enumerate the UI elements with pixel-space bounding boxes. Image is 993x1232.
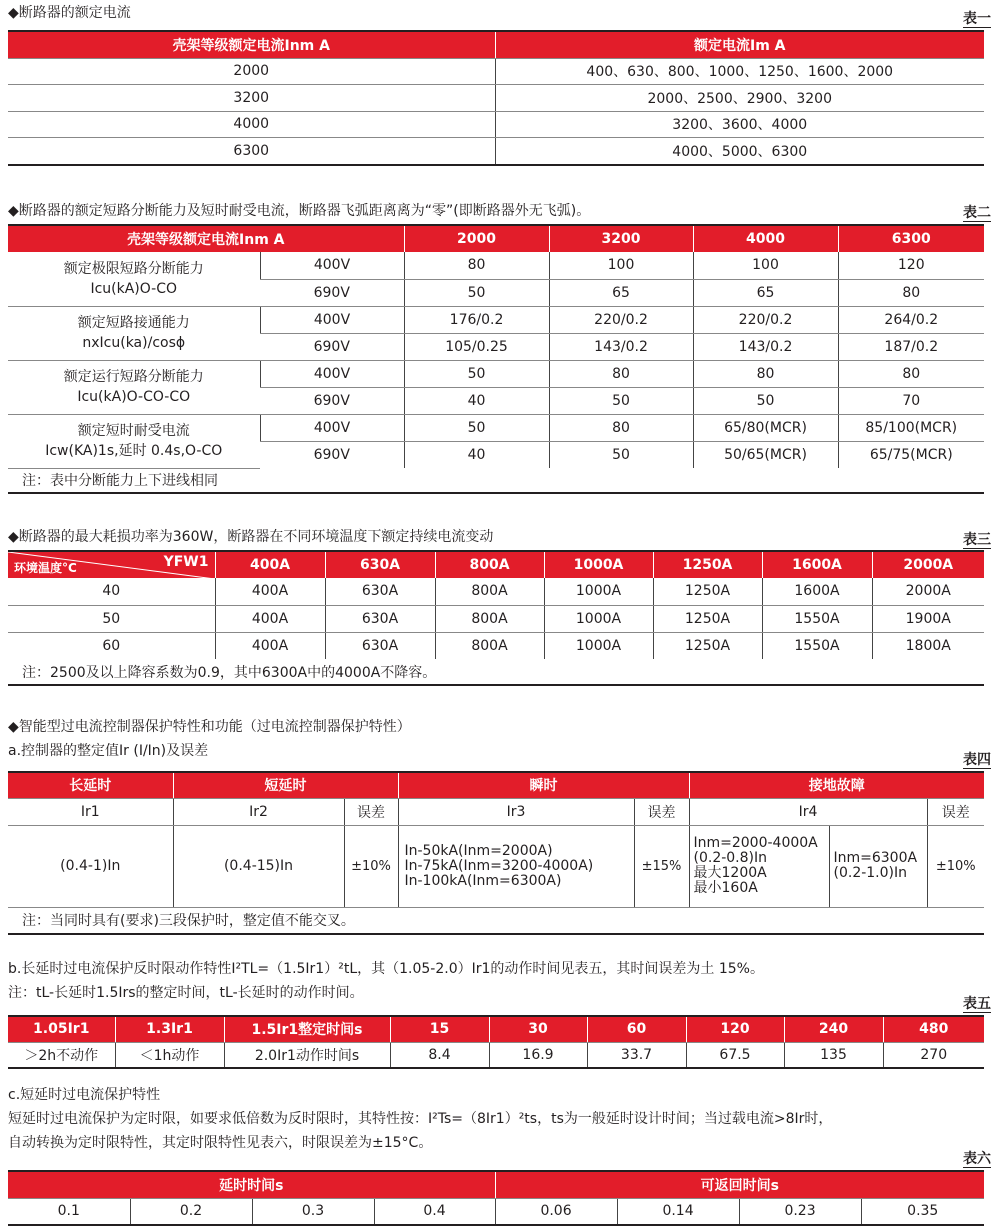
t5-header: 120 — [686, 1016, 784, 1042]
table-row — [8, 58, 984, 85]
cell: 1000A — [544, 605, 653, 632]
cell: (0.4-1)In — [8, 825, 173, 907]
cell: 630A — [325, 632, 435, 659]
t4-tag: 表四 — [963, 752, 991, 768]
row-label-line: Icw(KA)1s,延时 0.4s,O-CO — [45, 443, 223, 459]
cell: 690V — [260, 333, 404, 360]
t1-tag: 表一 — [963, 11, 991, 27]
table-rated-current — [8, 30, 984, 166]
t4-header: 短延时 — [173, 772, 398, 798]
t3-header: 1600A — [762, 551, 872, 578]
cell: 16.9 — [489, 1042, 587, 1068]
cell: 135 — [784, 1042, 883, 1068]
cell: 6300 — [233, 143, 270, 160]
cell: 0.4 — [374, 1198, 495, 1225]
row-label-line: nxIcu(ka)/cosϕ — [82, 335, 186, 351]
cell: 4000 — [8, 111, 495, 138]
t3-header: 400A — [215, 551, 325, 578]
cell: 400、630、800、1000、1250、1600、2000 — [495, 58, 984, 85]
table-row — [8, 1198, 984, 1225]
table-protection — [8, 771, 984, 935]
line: 最小160A — [693, 880, 758, 896]
table-row — [8, 578, 984, 605]
t5-header: 15 — [390, 1016, 489, 1042]
cell: 误差 — [634, 798, 689, 825]
cell: 40 — [404, 441, 549, 468]
cell: 3200、3600、4000 — [495, 111, 984, 138]
t1-header: 额定电流Im A — [495, 31, 984, 58]
row-label-line: 额定短路接通能力 — [77, 315, 190, 331]
row-label-line: Icu(kA)O-CO — [90, 280, 178, 297]
t5-header: 30 — [489, 1016, 587, 1042]
table-row — [8, 605, 984, 632]
table-row — [8, 1042, 984, 1068]
cell: 80 — [549, 414, 693, 441]
cell: 67.5 — [686, 1042, 784, 1068]
cell: 100 — [693, 252, 838, 279]
cell-ground-2 — [829, 825, 927, 907]
cell: 70 — [838, 387, 984, 414]
cell: 1000A — [544, 578, 653, 605]
cell: 630A — [325, 578, 435, 605]
note-row — [8, 907, 984, 934]
t6-line2: 短延时过电流保护为定时限，如要求低倍数为反时限时，其特性按：I²Ts=（8Ir1）²ts，ts为一般延时设计时间；当过载电流>8Ir时， — [8, 1111, 833, 1127]
cell: 400A — [215, 605, 325, 632]
cell: 1250A — [653, 632, 762, 659]
line: 最大1200A — [693, 865, 767, 881]
table-short-circuit — [8, 224, 984, 494]
cell: 误差 — [344, 798, 398, 825]
cell: Ir3 — [398, 798, 634, 825]
row-label-line: Icu(kA)O-CO-CO — [77, 389, 191, 405]
cell: 400V — [260, 306, 404, 333]
cell: 80 — [838, 279, 984, 306]
cell: ＜1h动作 — [115, 1042, 224, 1068]
t3-corner — [8, 551, 215, 578]
t3-note: 注：2500及以上降容系数为0.9，其中6300A中的4000A不降容。 — [22, 664, 437, 681]
cell: 800A — [435, 578, 544, 605]
cell: ＞2h不动作 — [24, 1047, 99, 1064]
t5-header: 1.5Ir1整定时间s — [224, 1016, 390, 1042]
cell: 1550A — [762, 605, 872, 632]
cell: 误差 — [927, 798, 984, 825]
line: (0.2-0.8)In — [693, 850, 768, 866]
t2-header: 2000 — [404, 225, 549, 252]
cell: 40 — [8, 578, 215, 605]
t1-header: 壳架等级额定电流Inm A — [8, 31, 495, 58]
cell: 0.3 — [252, 1198, 374, 1225]
t3-header: 1000A — [544, 551, 653, 578]
cell: 220/0.2 — [693, 306, 838, 333]
row-label-line: 额定短时耐受电流 — [77, 423, 190, 439]
cell: 50 — [549, 387, 693, 414]
table-row — [8, 632, 984, 659]
line: In-75kA(Inm=3200-4000A) — [404, 857, 594, 874]
cell: 0.35 — [861, 1198, 984, 1225]
table-row — [8, 138, 984, 165]
t4-header: 瞬时 — [398, 772, 689, 798]
cell: 1600A — [762, 578, 872, 605]
note-row — [8, 468, 984, 493]
cell: ±10% — [344, 825, 398, 907]
t4-header: 长延时 — [8, 772, 173, 798]
cell: 50 — [404, 360, 549, 387]
cell: 1250A — [653, 605, 762, 632]
cell: 50 — [404, 279, 549, 306]
line: Inm=6300A — [833, 850, 918, 866]
table-short-delay — [8, 1170, 984, 1226]
cell: 1800A — [872, 632, 984, 659]
cell: 1250A — [653, 578, 762, 605]
cell: Ir4 — [689, 798, 927, 825]
cell: 65 — [693, 279, 838, 306]
cell: 40 — [404, 387, 549, 414]
cell: ±10% — [927, 825, 984, 907]
t3-header: 800A — [435, 551, 544, 578]
row-label — [8, 252, 260, 306]
cell: 1900A — [872, 605, 984, 632]
t3-header: 2000A — [872, 551, 984, 578]
cell: 220/0.2 — [549, 306, 693, 333]
cell: 2000A — [872, 578, 984, 605]
t5-header: 1.05Ir1 — [8, 1016, 115, 1042]
table-row — [8, 85, 984, 112]
row-label-line: 额定运行短路分断能力 — [63, 369, 204, 385]
row-label-line: 额定极限短路分断能力 — [63, 260, 204, 277]
t2-header: 壳架等级额定电流Inm A — [8, 225, 404, 252]
cell: 630A — [325, 605, 435, 632]
cell: 0.1 — [57, 1203, 80, 1220]
t3-title: ◆断路器的最大耗损功率为360W，断路器在不同环境温度下额定持续电流变动 — [8, 529, 494, 545]
cell: 105/0.25 — [404, 333, 549, 360]
cell: 2000 — [8, 58, 495, 85]
t5-header: 240 — [784, 1016, 883, 1042]
table-row — [8, 306, 984, 333]
cell: 33.7 — [587, 1042, 686, 1068]
table-row — [8, 252, 984, 279]
t2-tag: 表二 — [963, 205, 991, 221]
cell: 143/0.2 — [549, 333, 693, 360]
cell: 80 — [404, 252, 549, 279]
cell: 690V — [313, 446, 350, 463]
cell: 100 — [549, 252, 693, 279]
row-label — [8, 306, 260, 360]
cell: 50/65(MCR) — [693, 441, 838, 468]
cell: 264/0.2 — [838, 306, 984, 333]
cell: 2000、2500、2900、3200 — [495, 85, 984, 112]
cell: 50 — [404, 414, 549, 441]
line: (0.2-1.0)In — [833, 865, 908, 881]
t3-corner-bottom: 环境温度°C — [14, 561, 77, 575]
cell: Ir1 — [8, 798, 173, 825]
line: In-100kA(Inm=6300A) — [404, 872, 562, 889]
t3-header: 630A — [325, 551, 435, 578]
cell: 50 — [693, 387, 838, 414]
t5-line1: b.长延时过电流保护反时限动作特性I²TL=（1.5Ir1）²tL，其（1.05-2.0）Ir1的动作时间见表五，其时间误差为土 15%。 — [8, 961, 764, 977]
cell: 65/80(MCR) — [693, 414, 838, 441]
cell: 270 — [883, 1042, 984, 1068]
cell: 1000A — [544, 632, 653, 659]
cell: 80 — [838, 360, 984, 387]
t2-title: ◆断路器的额定短路分断能力及短时耐受电流，断路器飞弧距离离为“零”(即断路器外无飞弧)。 — [8, 203, 591, 219]
t5-header: 1.3Ir1 — [115, 1016, 224, 1042]
t2-header: 6300 — [838, 225, 984, 252]
cell: 120 — [838, 252, 984, 279]
cell: ±15% — [634, 825, 689, 907]
t3-corner-top: YFW1 — [163, 554, 209, 570]
cell: 4000、5000、6300 — [495, 138, 984, 165]
line: Inm=2000-4000A — [693, 835, 818, 851]
t5-tag: 表五 — [963, 996, 991, 1012]
cell: 800A — [435, 605, 544, 632]
t1-title: ◆断路器的额定电流 — [8, 5, 131, 21]
note-row — [8, 659, 984, 685]
t6-line1: c.短延时过电流保护特性 — [8, 1087, 161, 1103]
cell: 50 — [549, 441, 693, 468]
t2-header: 3200 — [549, 225, 693, 252]
cell: 8.4 — [390, 1042, 489, 1068]
cell: 65/75(MCR) — [838, 441, 984, 468]
t3-tag: 表三 — [963, 532, 991, 548]
cell: 400A — [215, 632, 325, 659]
row-label — [8, 360, 260, 414]
table-temperature — [8, 550, 984, 686]
cell: 80 — [549, 360, 693, 387]
cell: 0.06 — [495, 1198, 617, 1225]
t4-subtitle: a.控制器的整定值Ir (I/In)及误差 — [8, 743, 209, 759]
cell: 85/100(MCR) — [838, 414, 984, 441]
cell: 143/0.2 — [693, 333, 838, 360]
t6-tag: 表六 — [963, 1151, 991, 1167]
table-long-delay — [8, 1015, 984, 1069]
cell: 50 — [8, 605, 215, 632]
cell: 400V — [260, 252, 404, 279]
t3-header: 1250A — [653, 551, 762, 578]
cell: 0.23 — [739, 1198, 861, 1225]
cell-ground-1 — [689, 825, 829, 907]
cell: 3200 — [8, 85, 495, 112]
cell: 800A — [435, 632, 544, 659]
cell: Ir2 — [173, 798, 344, 825]
cell: 60 — [102, 637, 121, 654]
table-row — [8, 360, 984, 387]
table-row — [8, 111, 984, 138]
cell: (0.4-15)In — [173, 825, 344, 907]
cell: 400V — [260, 414, 404, 441]
t4-title: ◆智能型过电流控制器保护特性和功能（过电流控制器保护特性） — [8, 719, 411, 735]
cell: 0.2 — [130, 1198, 252, 1225]
t6-line3: 自动转换为定时限特性，其定时限特性见表六，时限误差为±15°C。 — [8, 1135, 433, 1151]
cell: 0.14 — [617, 1198, 739, 1225]
cell: 176/0.2 — [404, 306, 549, 333]
cell-instant — [398, 825, 634, 907]
cell: 690V — [260, 387, 404, 414]
cell: 1550A — [762, 632, 872, 659]
cell: 400V — [260, 360, 404, 387]
cell: 80 — [693, 360, 838, 387]
t5-header: 480 — [883, 1016, 984, 1042]
table-row — [8, 414, 984, 441]
row-label — [8, 414, 260, 468]
t5-line2: 注：tL-长延时1.5Irs的整定时间，tL-长延时的动作时间。 — [8, 985, 364, 1001]
table-row — [8, 798, 984, 825]
t5-header: 60 — [587, 1016, 686, 1042]
line: In-50kA(Inm=2000A) — [404, 842, 553, 859]
cell: 690V — [260, 279, 404, 306]
table-row — [8, 825, 984, 907]
t6-header: 延时时间s — [8, 1171, 495, 1198]
t4-header: 接地故障 — [689, 772, 984, 798]
t6-header: 可返回时间s — [495, 1171, 984, 1198]
t2-note: 注：表中分断能力上下进线相同 — [22, 473, 218, 490]
t2-header: 4000 — [693, 225, 838, 252]
cell: 65 — [549, 279, 693, 306]
t4-note: 注：当同时具有(要求)三段保护时，整定值不能交叉。 — [22, 913, 355, 930]
cell: 187/0.2 — [838, 333, 984, 360]
cell: 2.0Ir1动作时间s — [224, 1042, 390, 1068]
cell: 400A — [215, 578, 325, 605]
